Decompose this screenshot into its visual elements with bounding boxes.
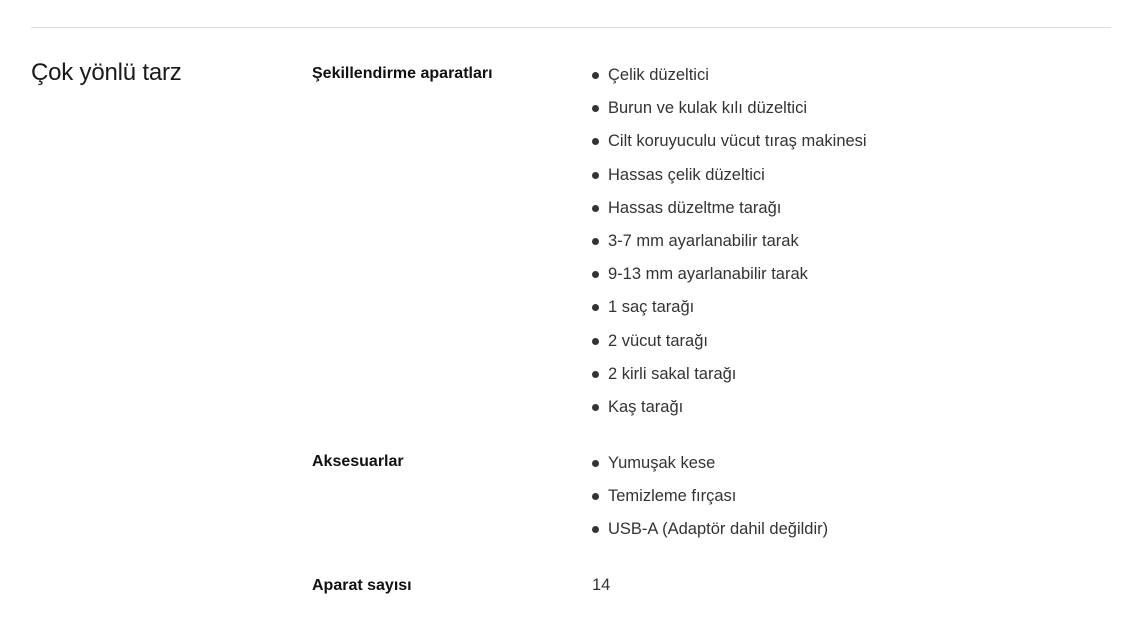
list-item-label: Hassas çelik düzeltici xyxy=(608,165,765,184)
spec-label-attachments: Şekillendirme aparatları xyxy=(312,65,493,82)
list-item xyxy=(592,397,867,430)
list-item-label: Çelik düzeltici xyxy=(608,66,709,84)
list-item-label: 1 saç tarağı xyxy=(608,298,695,317)
bullet-icon xyxy=(592,172,599,179)
list-item xyxy=(592,486,828,519)
list-item xyxy=(592,65,867,98)
section-divider xyxy=(31,27,1111,28)
list-item-label: 9-13 mm ayarlanabilir tarak xyxy=(608,265,808,284)
list-item xyxy=(592,231,867,264)
bullet-icon xyxy=(592,338,599,345)
list-item xyxy=(592,198,867,231)
bullet-icon xyxy=(592,138,599,145)
list-item xyxy=(592,165,867,198)
list-item xyxy=(592,98,867,131)
list-item-label: Kaş tarağı xyxy=(608,397,684,416)
list-item-label: 2 kirli sakal tarağı xyxy=(608,364,737,383)
list-item xyxy=(592,519,828,552)
list-item-label: USB-A (Adaptör dahil değildir) xyxy=(608,520,829,539)
accessories-list xyxy=(592,453,828,553)
list-item xyxy=(592,364,867,397)
list-item-label: Cilt koruyuculu vücut tıraş makinesi xyxy=(608,132,867,151)
spec-label-attachment-count: Aparat sayısı xyxy=(312,577,412,594)
list-item-label: Burun ve kulak kılı düzeltici xyxy=(608,99,808,118)
bullet-icon xyxy=(592,526,599,533)
list-item xyxy=(592,264,867,297)
list-item-label: Yumuşak kese xyxy=(608,454,716,472)
bullet-icon xyxy=(592,105,599,112)
bullet-icon xyxy=(592,493,599,500)
list-item-label: Temizleme fırçası xyxy=(608,487,737,506)
bullet-icon xyxy=(592,460,599,467)
bullet-icon xyxy=(592,271,599,278)
list-item xyxy=(592,331,867,364)
bullet-icon xyxy=(592,371,599,378)
section-title: Çok yönlü tarz xyxy=(31,59,182,86)
bullet-icon xyxy=(592,304,599,311)
bullet-icon xyxy=(592,205,599,212)
attachments-list xyxy=(592,65,867,430)
list-item-label: Hassas düzeltme tarağı xyxy=(608,198,782,217)
list-item xyxy=(592,131,867,164)
spec-label-accessories: Aksesuarlar xyxy=(312,453,404,470)
list-item-label: 2 vücut tarağı xyxy=(608,331,708,350)
attachment-count-value: 14 xyxy=(592,576,611,594)
list-item-label: 3-7 mm ayarlanabilir tarak xyxy=(608,231,799,250)
list-item xyxy=(592,453,828,486)
bullet-icon xyxy=(592,72,599,79)
bullet-icon xyxy=(592,238,599,245)
bullet-icon xyxy=(592,404,599,411)
list-item xyxy=(592,297,867,330)
